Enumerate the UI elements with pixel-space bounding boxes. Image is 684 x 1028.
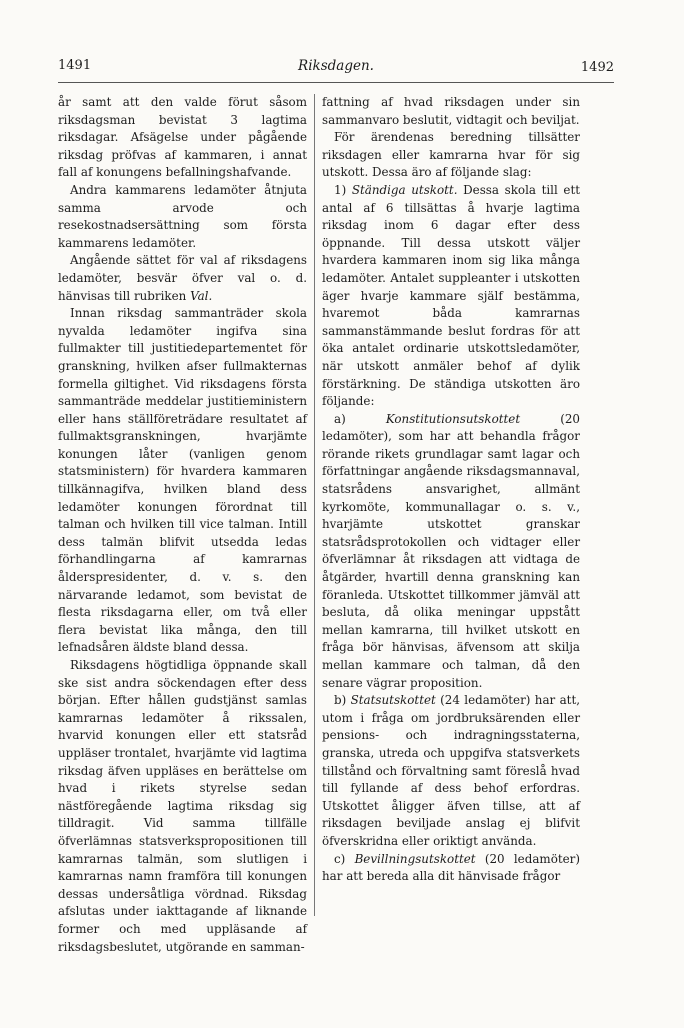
column-divider [314, 94, 315, 916]
text-run: Riksdagens högtidliga öppnande skall ske sist andra söckendagen efter dess början. Efter hållen gudstjänst samlas kamrarnas ledamöter å rikssalen, hvarvid konungen eller ett statsråd uppläser trontalet, hvarjämte vid lagtima riksdag äfven uppläses en berättelse om hvad i rikets styrelse sedan nästföregående lagtima riksdag sig tilldragit. Vid samma tillfälle öfverlämnas statsverkspropositionen till kamrarnas talmän, som slutligen i kamrarnas namn framföra till konungen dessas undersåtliga vördnad. Riksdag afslutas under iakttagande af liknande former och med uppläsande af riksdagsbeslutet, utgörande en samman- [58, 658, 307, 954]
left-column [58, 94, 307, 956]
paragraph [58, 305, 307, 657]
text-run: c) [334, 851, 355, 866]
paragraph [58, 94, 307, 182]
header-rule [58, 82, 614, 83]
paragraph [58, 182, 307, 252]
paragraph [58, 657, 307, 956]
text-run: (24 ledamöter) har att, utom i fråga om jordbruksärenden eller pensions- och indragningsstaterna, granska, utreda och uppgifva statsverkets tillstånd och förvaltning samt föreslå hvad till fyllande af dess behof erfordras. Utskottet åligger äfven tillse, att af riksdagen beviljade anslag ej blifvit öfverskridna eller oriktigt använda. [322, 693, 581, 848]
paragraph [322, 851, 580, 886]
paragraph [322, 182, 580, 411]
text-run: För ärendenas beredning tillsätter riksdagen eller kamrarna hvar för sig utskott. Dessa äro af följande slag: [322, 130, 580, 180]
page-number-right: 1492 [580, 60, 614, 75]
italic-text: Val. [190, 288, 213, 303]
paragraph [322, 94, 580, 129]
text-run: b) [334, 693, 351, 708]
paragraph [322, 129, 580, 182]
text-run: (20 ledamöter) har att bereda alla dit hänvisade frågor [322, 851, 580, 884]
text-run: (20 ledamöter), som har att behandla frågor rörande rikets grundlagar samt lagar och författningar angående riksdagsmannaval, statsrådens ansvarighet, allmänt kyrkomöte, kommunallagar o. s. v., hvarjämte utskottet granskar statsrådsprotokollen och vidtager eller öfverlämnar åt riksdagen att vidtaga de åtgärder, hvartill denna granskning kan föranleda. Utskottet tillkommer jämväl att besluta, då olika meningar uppstått mellan kamrarna, till hvilket utskott en fråga bör hänvisas, äfvensom att skilja mellan kammare och talman, då den senare vägrar proposition. [322, 411, 580, 690]
text-run: år samt att den valde förut såsom riksdagsman bevistat 3 lagtima riksdagar. Afsägelse under pågående riksdag pröfvas af kammaren, i annat fall af konungens befallningshafvande. [58, 95, 307, 180]
text-run: Angående sättet för val af riksdagens ledamöter, besvär öfver val o. d. hänvisas till rubriken [58, 253, 307, 303]
paragraph [58, 252, 307, 305]
italic-text: Statsutskottet [350, 693, 436, 708]
text-run: Innan riksdag sammanträder skola nyvalda ledamöter ingifva sina fullmakter till justitiedepartementet för granskning, hvilken afser fullmakternas formella giltighet. Vid riksdagens första sammanträde meddelar justitieministern eller hans ställföreträdare resultatet af fullmaktsgranskningen, hvarjämte konungen låter (vanligen genom statsministern) för hvardera kammaren tillkännagifva, hvilken bland dess ledamöter konungen förordnat till talman och hvilken till vice talman. Intill dess talmän blifvit utsedda ledas förhandlingarna af kamrarnas ålderspresidenter, d. v. s. den närvarande ledamot, som bevistat de flesta riksdagarna eller, om två eller flera bevistat lika många, den till lefnadsåren äldste bland dessa. [58, 306, 307, 655]
italic-text: Konstitutionsutskottet [385, 411, 521, 426]
text-run: fattning af hvad riksdagen under sin sammanvaro beslutit, vidtagit och beviljat. [322, 95, 580, 127]
text-run: Andra kammarens ledamöter åtnjuta samma arvode och resekostnadsersättning som första kammarens ledamöter. [58, 182, 307, 250]
text-run: Dessa skola till ett antal af 6 tillsättas å hvarje lagtima riksdag inom 6 dagar efter dess öppnande. Till dessa utskott väljer hvardera kammaren inom sig lika många ledamöter. Antalet suppleanter i utskotten äger hvarje kammare själf bestämma, hvaremot båda kamrarnas sammanstämmande beslut fordras för att öka antalet ordinarie utskottsledamöter, när utskott anmäler behof af dylik förstärkning. De ständiga utskotten äro följande: [322, 182, 581, 409]
italic-text: Ständiga utskott. [351, 182, 458, 197]
page-header [58, 58, 614, 80]
italic-text: Bevillningsutskottet [354, 851, 476, 866]
page-number-left: 1491 [58, 58, 92, 73]
right-column [322, 94, 580, 886]
text-run: 1) [334, 182, 352, 197]
paragraph [322, 411, 580, 693]
paragraph [322, 692, 580, 850]
running-title: Riksdagen. [298, 58, 374, 74]
text-run: a) [334, 411, 386, 426]
